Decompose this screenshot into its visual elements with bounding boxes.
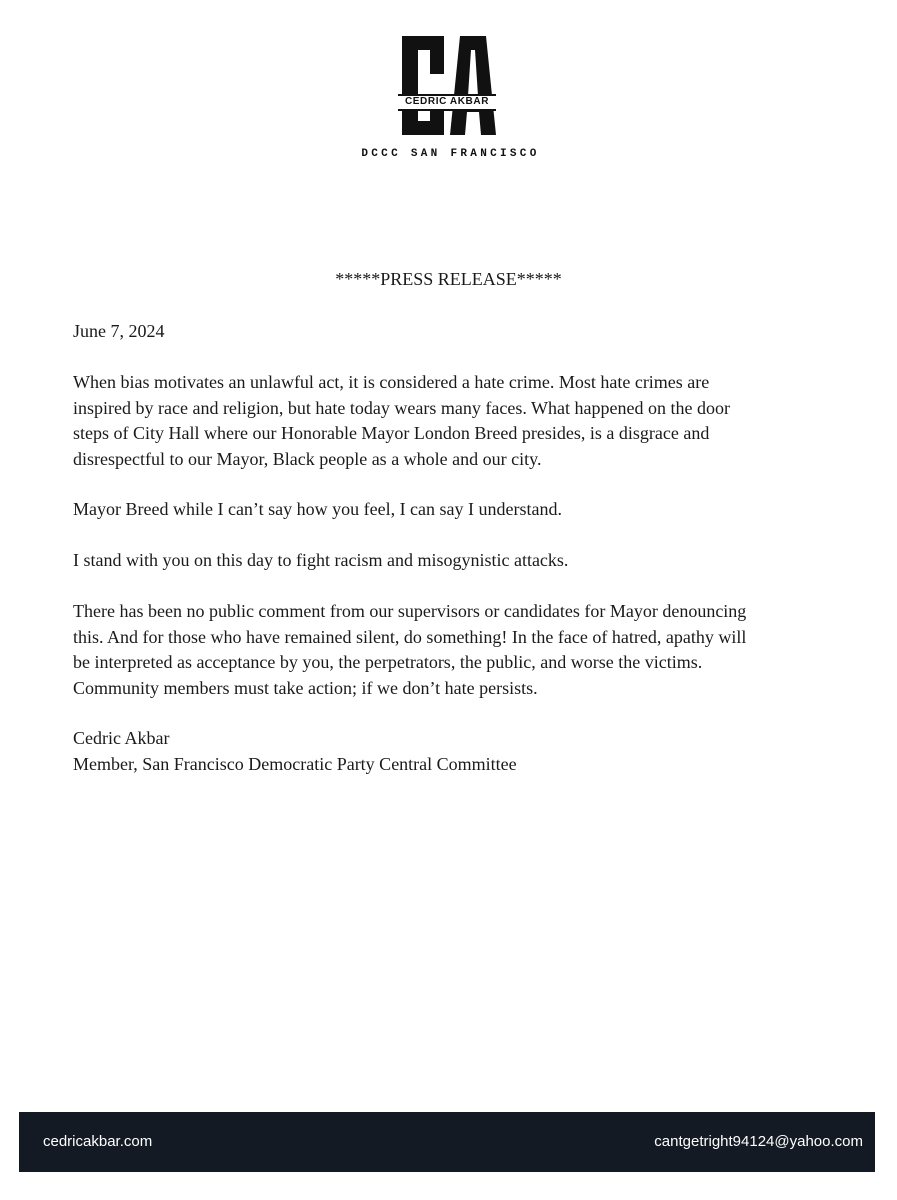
logo-band-line-bottom: [398, 109, 496, 111]
logo: [0, 0, 897, 170]
paragraph-stand-with-you: I stand with you on this day to fight racism and misogynistic attacks.: [73, 550, 569, 570]
text-line: disrespectful to our Mayor, Black people as a whole and our city.: [73, 448, 542, 469]
text-line: When bias motivates an unlawful act, it is considered a hate crime. Most hate crimes are: [73, 372, 710, 392]
release-date: June 7, 2024: [73, 321, 165, 341]
ca-monogram: [398, 36, 496, 135]
logo-subtitle: DCCC SAN FRANCISCO: [361, 148, 540, 160]
footer-email-link[interactable]: cantgetright94124@yahoo.com: [654, 1133, 863, 1150]
signature-name: Cedric Akbar: [73, 728, 170, 748]
text-line: Community members must take action; if we don’t hate persists.: [73, 677, 538, 698]
footer-bar: [19, 1112, 875, 1172]
text-line: be interpreted as acceptance by you, the perpetrators, the public, and worse the victims.: [73, 652, 703, 672]
text-line: steps of City Hall where our Honorable Mayor London Breed presides, is a disgrace and: [73, 423, 710, 443]
ca-letters-graphic: [398, 36, 496, 135]
signature-title: Member, San Francisco Democratic Party Central Committee: [73, 753, 517, 774]
signature-block: [73, 726, 833, 777]
text-line: this. And for those who have remained silent, do something! In the face of hatred, apathy will: [73, 626, 747, 647]
logo-name: CEDRIC AKBAR: [404, 96, 490, 107]
text-line: There has been no public comment from our supervisors or candidates for Mayor denouncing: [73, 601, 747, 621]
paragraph-hate-crime: [73, 370, 833, 472]
paragraph-mayor-breed: Mayor Breed while I can’t say how you feel, I can say I understand.: [73, 499, 563, 519]
footer-website-link[interactable]: cedricakbar.com: [43, 1133, 153, 1150]
press-release-heading: *****PRESS RELEASE*****: [335, 269, 562, 289]
text-line: inspired by race and religion, but hate today wears many faces. What happened on the door: [73, 397, 730, 418]
paragraph-public-comment: [73, 599, 833, 701]
